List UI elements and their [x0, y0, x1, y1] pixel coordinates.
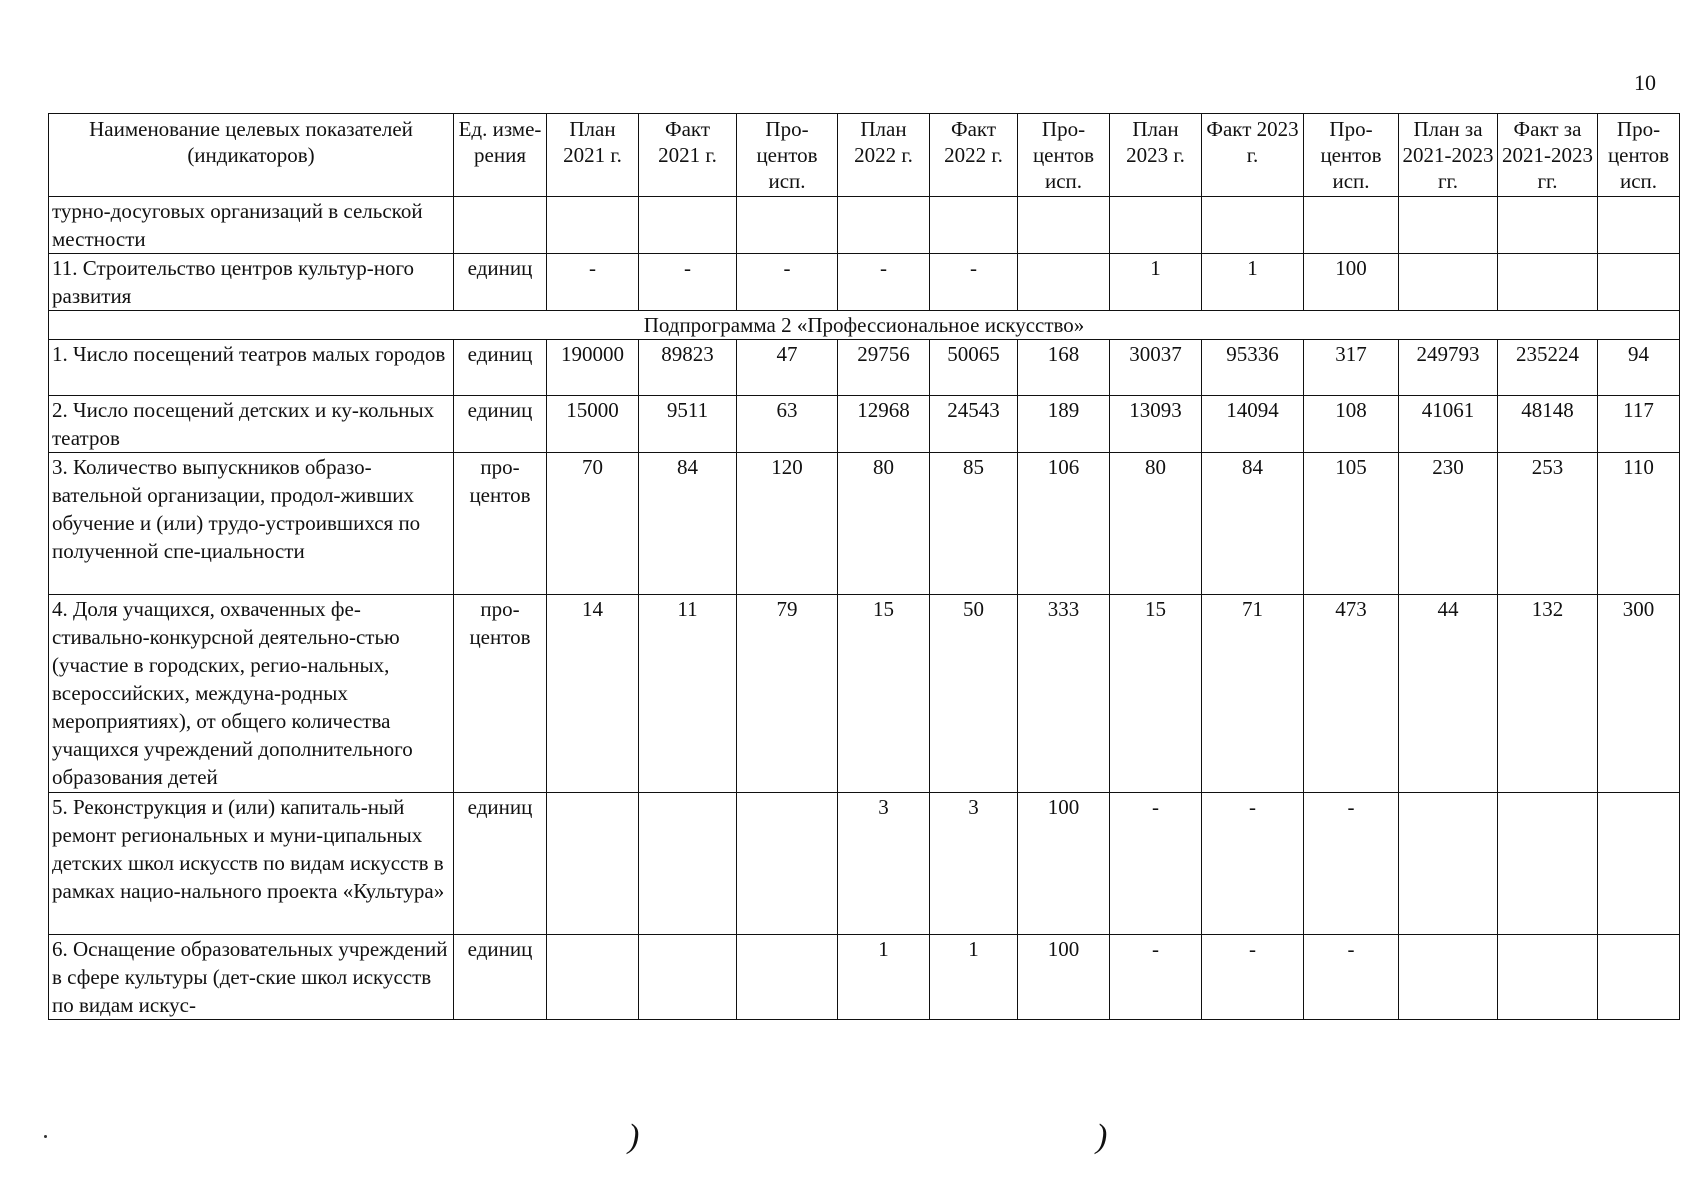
unit-cell: единиц: [454, 254, 547, 311]
value-cell: [639, 197, 737, 254]
value-cell: 44: [1399, 595, 1498, 793]
table-row: [49, 197, 1680, 254]
column-header: Про-центов исп.: [737, 114, 838, 197]
value-cell: 15: [838, 595, 930, 793]
value-cell: [838, 197, 930, 254]
value-cell: 110: [1598, 453, 1680, 595]
value-cell: 11: [639, 595, 737, 793]
value-cell: 47: [737, 340, 838, 396]
value-cell: -: [1110, 793, 1202, 935]
column-header: План 2023 г.: [1110, 114, 1202, 197]
value-cell: 317: [1304, 340, 1399, 396]
value-cell: 189: [1018, 396, 1110, 453]
value-cell: [639, 793, 737, 935]
value-cell: -: [1110, 935, 1202, 1020]
value-cell: [1498, 254, 1598, 311]
value-cell: 117: [1598, 396, 1680, 453]
value-cell: 253: [1498, 453, 1598, 595]
value-cell: 3: [930, 793, 1018, 935]
column-header: Факт за 2021-2023 гг.: [1498, 114, 1598, 197]
value-cell: 94: [1598, 340, 1680, 396]
value-cell: 80: [838, 453, 930, 595]
value-cell: 120: [737, 453, 838, 595]
value-cell: 29756: [838, 340, 930, 396]
value-cell: 85: [930, 453, 1018, 595]
value-cell: [737, 197, 838, 254]
value-cell: 190000: [547, 340, 639, 396]
value-cell: 48148: [1498, 396, 1598, 453]
table-row: [49, 793, 1680, 935]
value-cell: 14: [547, 595, 639, 793]
indicator-name-cell: турно-досуговых организаций в сельской местности: [49, 197, 454, 254]
indicators-table: [48, 113, 1680, 1020]
value-cell: 24543: [930, 396, 1018, 453]
table-row: [49, 453, 1680, 595]
value-cell: -: [737, 254, 838, 311]
value-cell: [1018, 254, 1110, 311]
value-cell: 41061: [1399, 396, 1498, 453]
value-cell: 15000: [547, 396, 639, 453]
indicator-name-cell: 2. Число посещений детских и ку-кольных театров: [49, 396, 454, 453]
value-cell: [1110, 197, 1202, 254]
margin-mark: ): [1096, 1118, 1108, 1155]
value-cell: 50065: [930, 340, 1018, 396]
column-header: Факт 2021 г.: [639, 114, 737, 197]
value-cell: [1598, 254, 1680, 311]
table-row: [49, 396, 1680, 453]
table-row: [49, 254, 1680, 311]
column-header: Про-центов исп.: [1018, 114, 1110, 197]
value-cell: [1399, 254, 1498, 311]
value-cell: 95336: [1202, 340, 1304, 396]
column-header: План 2022 г.: [838, 114, 930, 197]
value-cell: -: [1202, 935, 1304, 1020]
value-cell: 12968: [838, 396, 930, 453]
value-cell: 30037: [1110, 340, 1202, 396]
value-cell: 106: [1018, 453, 1110, 595]
value-cell: 108: [1304, 396, 1399, 453]
indicator-name-cell: 3. Количество выпускников образо-вательной организации, продол-живших обучение и (или) трудо-устроившихся по полученной спе-циальности: [49, 453, 454, 595]
unit-cell: единиц: [454, 935, 547, 1020]
column-header: Ед. изме-рения: [454, 114, 547, 197]
value-cell: 14094: [1202, 396, 1304, 453]
indicator-name-cell: 4. Доля учащихся, охваченных фе-стивально-конкурсной деятельно-стью (участие в городских, регио-нальных, всероссийских, междуна-родных мероприятиях), от общего количества учащихся учреждений дополнительного образования детей: [49, 595, 454, 793]
value-cell: 63: [737, 396, 838, 453]
value-cell: 71: [1202, 595, 1304, 793]
value-cell: [1598, 935, 1680, 1020]
indicator-name-cell: 11. Строительство центров культур-ного развития: [49, 254, 454, 311]
value-cell: 1: [1202, 254, 1304, 311]
value-cell: 89823: [639, 340, 737, 396]
value-cell: -: [1304, 935, 1399, 1020]
value-cell: -: [1202, 793, 1304, 935]
section-row: [49, 311, 1680, 340]
value-cell: -: [639, 254, 737, 311]
value-cell: -: [838, 254, 930, 311]
value-cell: -: [1304, 793, 1399, 935]
subprogram-title: Подпрограмма 2 «Профессиональное искусство»: [49, 311, 1680, 340]
value-cell: 249793: [1399, 340, 1498, 396]
indicator-name-cell: 6. Оснащение образовательных учреждений в сфере культуры (дет-ские школ искусств по видам искус-: [49, 935, 454, 1020]
table-row: [49, 935, 1680, 1020]
value-cell: [1399, 935, 1498, 1020]
unit-cell: единиц: [454, 340, 547, 396]
unit-cell: про-центов: [454, 453, 547, 595]
value-cell: 9511: [639, 396, 737, 453]
value-cell: [1498, 197, 1598, 254]
table-row: [49, 340, 1680, 396]
value-cell: 84: [639, 453, 737, 595]
indicator-name-cell: 5. Реконструкция и (или) капиталь-ный ремонт региональных и муни-ципальных детских школ искусств по видам искусств в рамках нацио-нального проекта «Культура»: [49, 793, 454, 935]
value-cell: 70: [547, 453, 639, 595]
value-cell: [930, 197, 1018, 254]
value-cell: 100: [1304, 254, 1399, 311]
value-cell: 80: [1110, 453, 1202, 595]
value-cell: [1498, 793, 1598, 935]
value-cell: 168: [1018, 340, 1110, 396]
value-cell: [1598, 793, 1680, 935]
column-header: Про-центов исп.: [1598, 114, 1680, 197]
value-cell: 13093: [1110, 396, 1202, 453]
value-cell: 3: [838, 793, 930, 935]
table-header-row: [49, 114, 1680, 197]
value-cell: 132: [1498, 595, 1598, 793]
value-cell: [1018, 197, 1110, 254]
unit-cell: единиц: [454, 793, 547, 935]
table-row: [49, 595, 1680, 793]
value-cell: 15: [1110, 595, 1202, 793]
value-cell: 1: [838, 935, 930, 1020]
value-cell: -: [930, 254, 1018, 311]
value-cell: 473: [1304, 595, 1399, 793]
value-cell: -: [547, 254, 639, 311]
value-cell: [547, 935, 639, 1020]
column-header: Про-центов исп.: [1304, 114, 1399, 197]
indicator-name-cell: 1. Число посещений театров малых городов: [49, 340, 454, 396]
column-header: Факт 2023 г.: [1202, 114, 1304, 197]
value-cell: 1: [1110, 254, 1202, 311]
value-cell: [547, 197, 639, 254]
column-header: План за 2021-2023 гг.: [1399, 114, 1498, 197]
column-header: Наименование целевых показателей (индикаторов): [49, 114, 454, 197]
value-cell: 84: [1202, 453, 1304, 595]
value-cell: [547, 793, 639, 935]
value-cell: 1: [930, 935, 1018, 1020]
value-cell: [1399, 197, 1498, 254]
value-cell: [1399, 793, 1498, 935]
page-number: 10: [1634, 70, 1656, 95]
value-cell: 50: [930, 595, 1018, 793]
value-cell: 105: [1304, 453, 1399, 595]
value-cell: [1304, 197, 1399, 254]
value-cell: 79: [737, 595, 838, 793]
value-cell: [639, 935, 737, 1020]
column-header: Факт 2022 г.: [930, 114, 1018, 197]
value-cell: [1498, 935, 1598, 1020]
value-cell: [1202, 197, 1304, 254]
margin-mark: ): [628, 1118, 640, 1155]
unit-cell: про-центов: [454, 595, 547, 793]
column-header: План 2021 г.: [547, 114, 639, 197]
speck: [44, 1135, 47, 1138]
unit-cell: [454, 197, 547, 254]
unit-cell: единиц: [454, 396, 547, 453]
value-cell: 100: [1018, 793, 1110, 935]
value-cell: [737, 935, 838, 1020]
value-cell: [737, 793, 838, 935]
value-cell: 100: [1018, 935, 1110, 1020]
value-cell: 235224: [1498, 340, 1598, 396]
value-cell: 300: [1598, 595, 1680, 793]
value-cell: 230: [1399, 453, 1498, 595]
value-cell: 333: [1018, 595, 1110, 793]
value-cell: [1598, 197, 1680, 254]
